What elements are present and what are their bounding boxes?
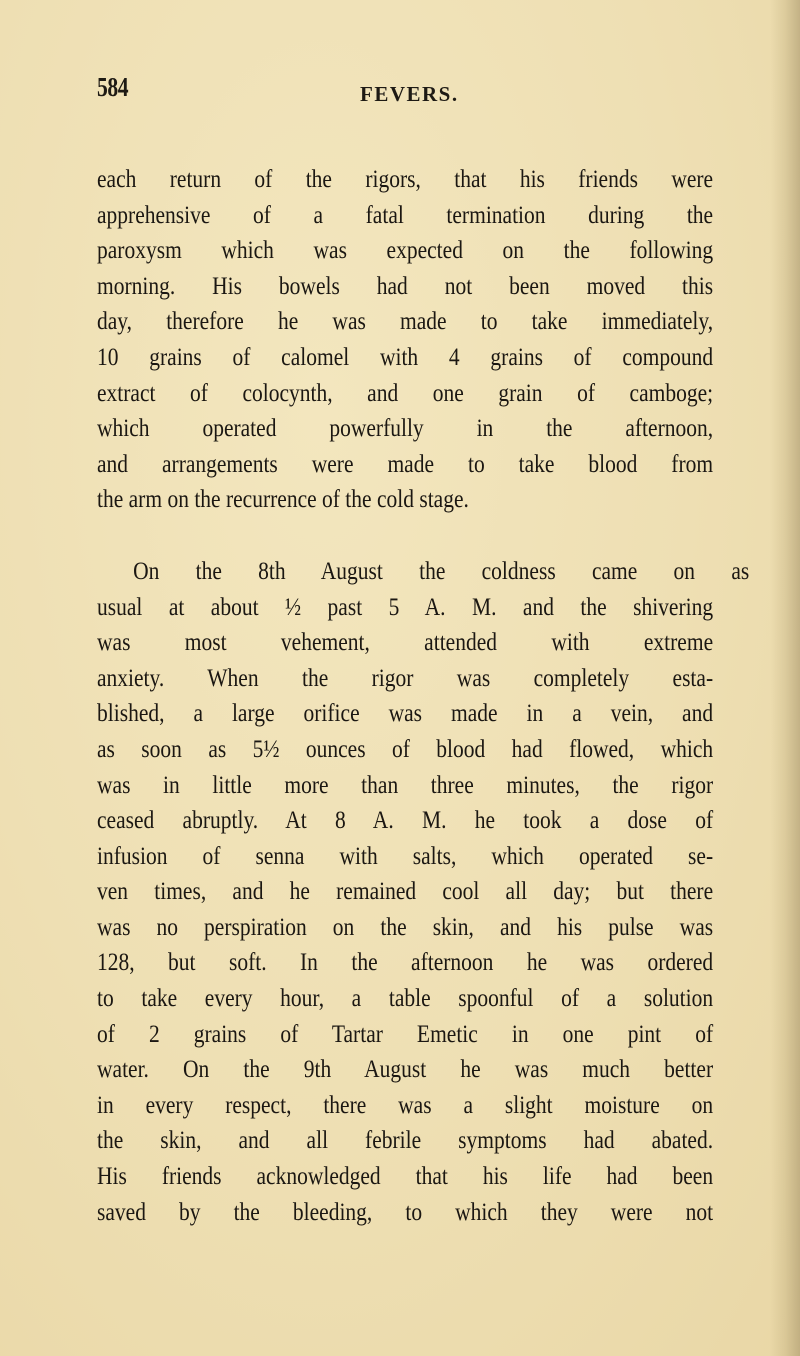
text-line: as soon as 5½ ounces of blood had flowed, which bbox=[97, 735, 714, 763]
text-line: usual at about ½ past 5 A. M. and the shivering bbox=[97, 593, 714, 621]
text-line: day, therefore he was made to take immediately, bbox=[97, 308, 714, 336]
text-line: was in little more than three minutes, the rigor bbox=[97, 771, 714, 799]
text-line: the skin, and all febrile symptoms had abated. bbox=[97, 1127, 714, 1155]
text-line: On the 8th August the coldness came on as bbox=[133, 557, 750, 585]
text-line: saved by the bleeding, to which they were not bbox=[97, 1198, 714, 1226]
text-line: the arm on the recurrence of the cold stage. bbox=[97, 486, 469, 514]
paragraph-2 bbox=[97, 554, 750, 1230]
text-line: each return of the rigors, that his friends were bbox=[97, 166, 714, 193]
text-line: to take every hour, a table spoonful of a solution bbox=[97, 985, 714, 1013]
text-line: anxiety. When the rigor was completely esta- bbox=[97, 664, 714, 692]
text-line: was most vehement, attended with extreme bbox=[97, 629, 714, 657]
text-line: in every respect, there was a slight moisture on bbox=[97, 1091, 714, 1119]
text-line: 128, but soft. In the afternoon he was ordered bbox=[97, 949, 714, 977]
text-line: which operated powerfully in the afternoon, bbox=[97, 415, 714, 443]
text-line: of 2 grains of Tartar Emetic in one pint of bbox=[97, 1020, 714, 1048]
text-line: infusion of senna with salts, which operated se- bbox=[97, 842, 714, 870]
text-line: paroxysm which was expected on the following bbox=[97, 237, 714, 265]
text-line: His friends acknowledged that his life had been bbox=[97, 1163, 714, 1191]
text-line: was no perspiration on the skin, and his pulse was bbox=[97, 913, 714, 941]
text-line: blished, a large orifice was made in a vein, and bbox=[97, 700, 714, 728]
text-line: and arrangements were made to take blood from bbox=[97, 450, 714, 478]
text-line: 10 grains of calomel with 4 grains of compound bbox=[97, 343, 714, 371]
paragraph-1 bbox=[97, 162, 713, 518]
page-number: 584 bbox=[97, 72, 129, 102]
text-line: extract of colocynth, and one grain of camboge; bbox=[97, 379, 714, 407]
text-line: ven times, and he remained cool all day; but there bbox=[97, 878, 714, 906]
text-line: morning. His bowels had not been moved this bbox=[97, 272, 714, 300]
body-text bbox=[97, 162, 750, 1230]
paragraph-spacer bbox=[97, 518, 713, 554]
text-line: water. On the 9th August he was much better bbox=[97, 1056, 714, 1084]
running-head: FEVERS. bbox=[360, 82, 459, 106]
page-header bbox=[97, 72, 697, 112]
text-line: apprehensive of a fatal termination during the bbox=[97, 201, 714, 229]
text-line: ceased abruptly. At 8 A. M. he took a dose of bbox=[97, 807, 714, 835]
